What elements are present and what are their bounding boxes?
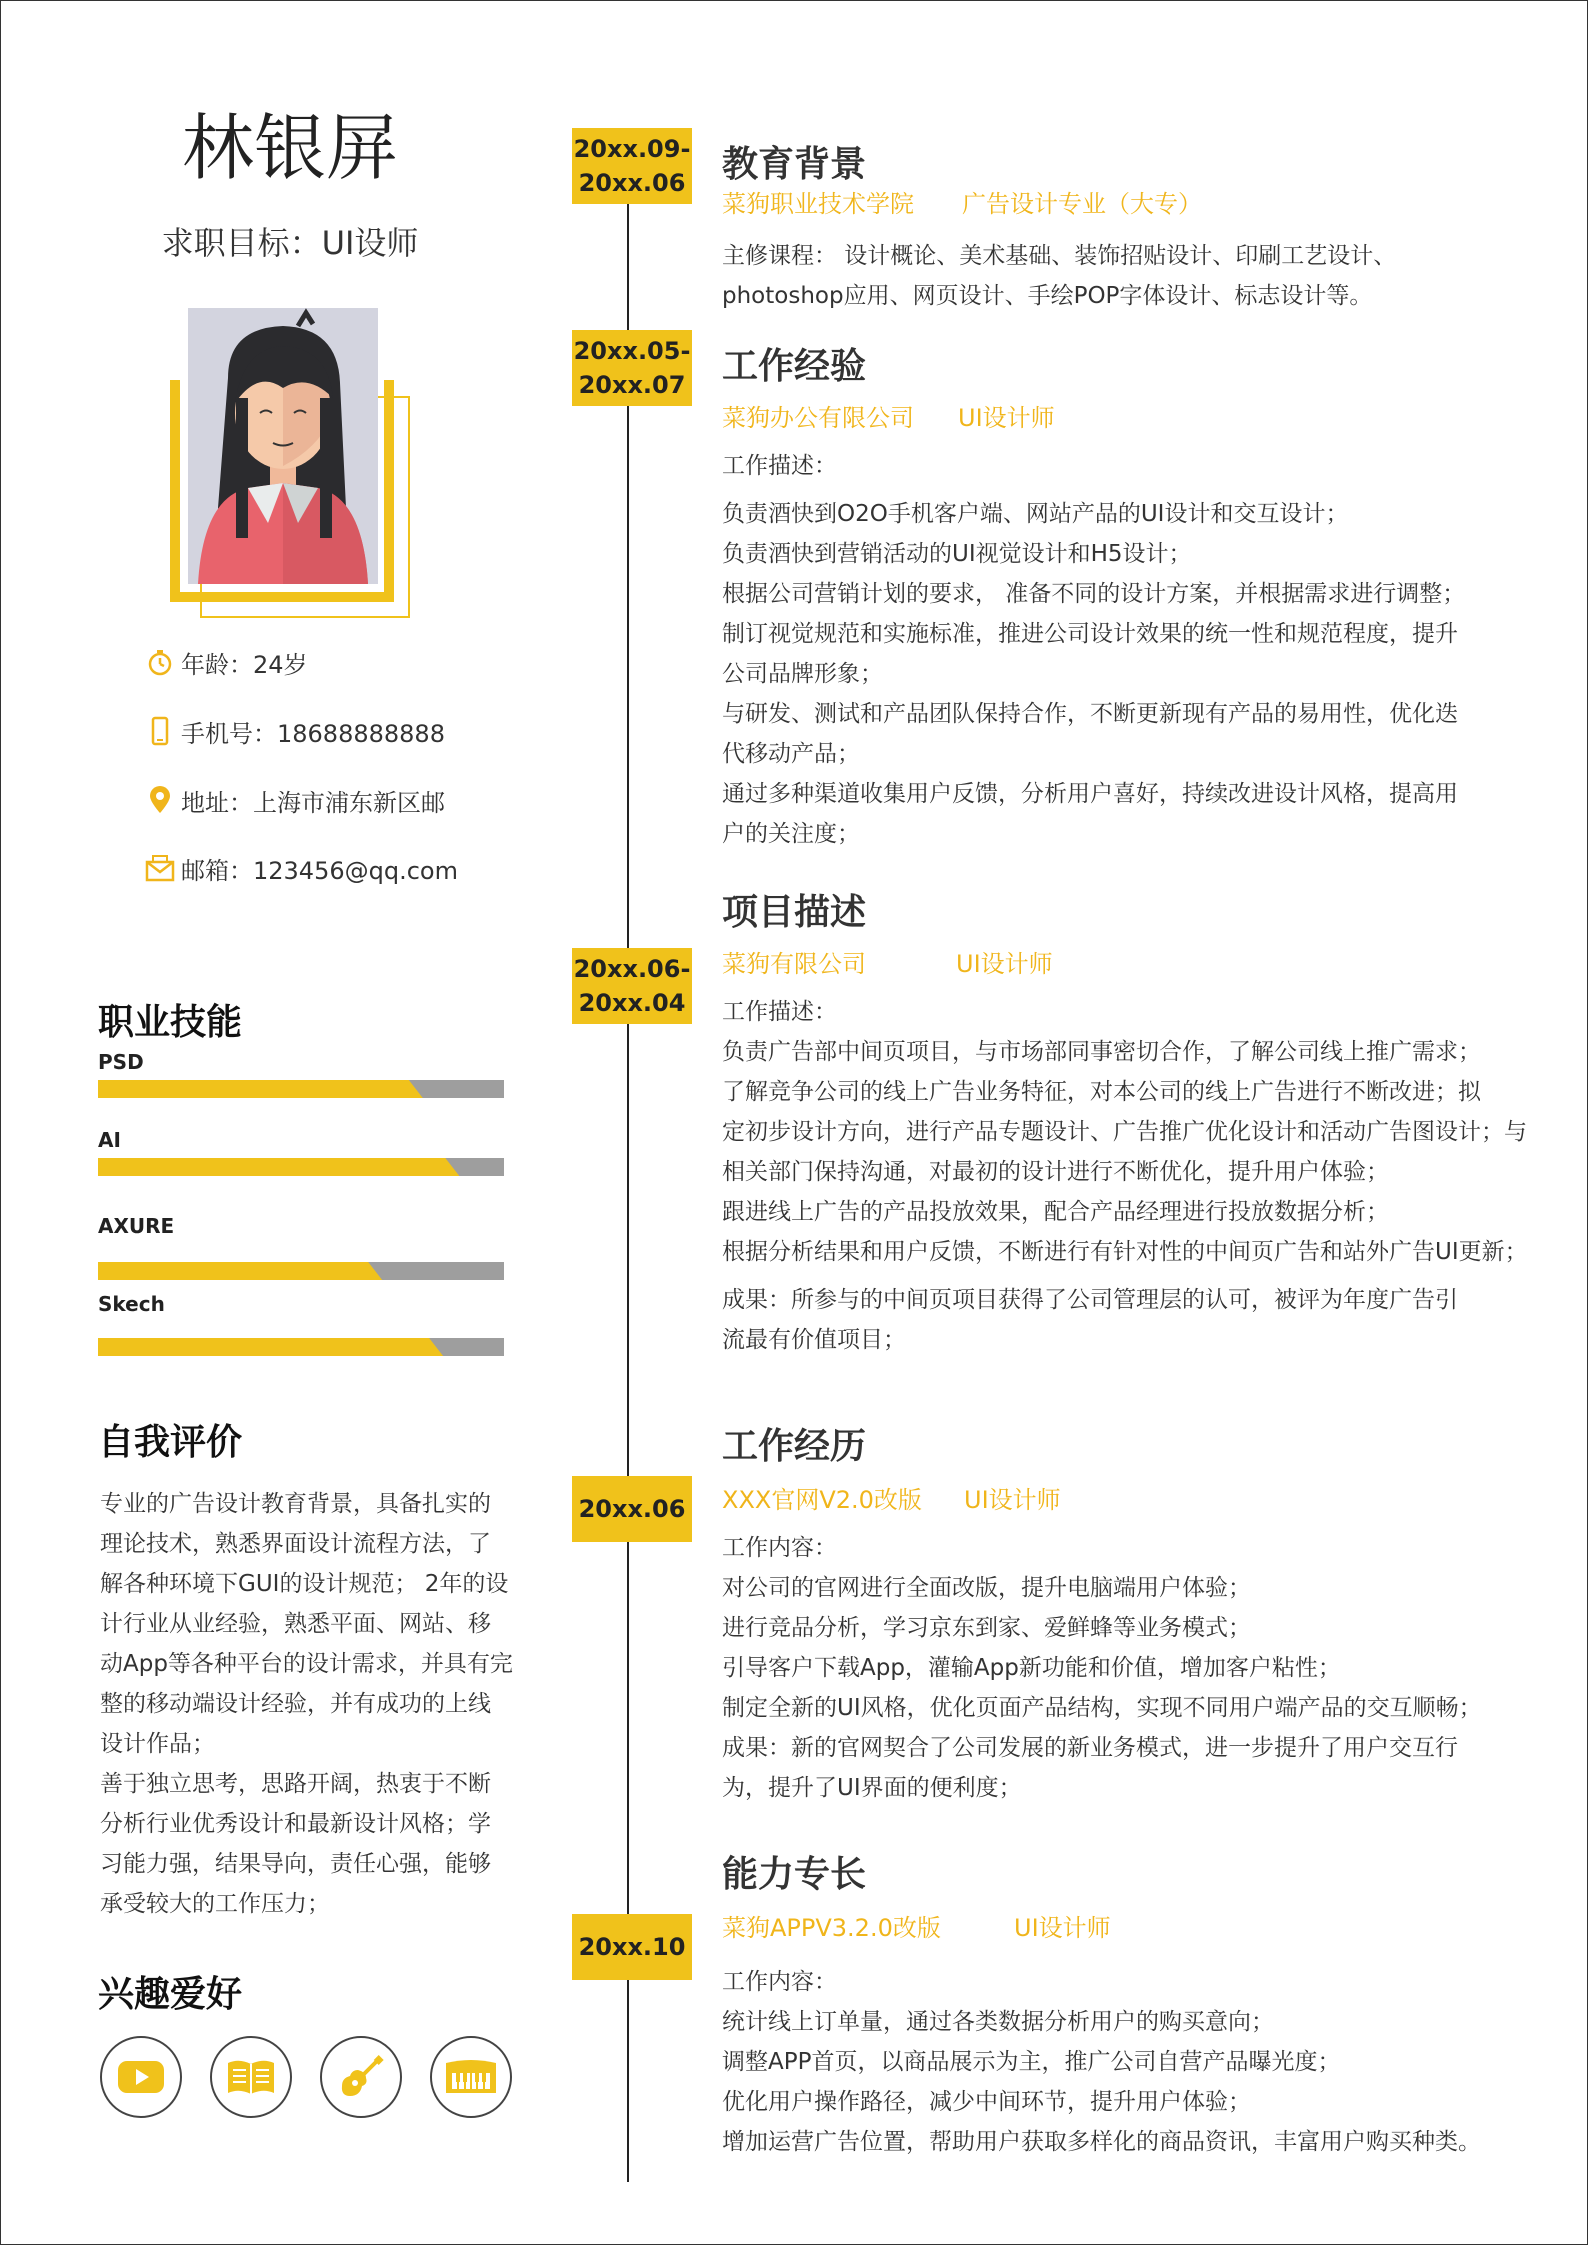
history-body — [722, 1528, 1522, 1808]
address-row — [145, 780, 445, 820]
self-eval-title: 自我评价 — [98, 1422, 243, 1463]
education-subtitle — [722, 184, 1202, 219]
book-icon — [210, 2036, 292, 2118]
history-line: 对公司的官网进行全面改版，提升电脑端用户体验； — [722, 1575, 1251, 1601]
project-line: 了解竞争公司的线上广告业务特征，对本公司的线上广告进行不断改进；拟 — [722, 1079, 1481, 1105]
self-eval-line: 善于独立思考，思路开阔，热衷于不断 — [100, 1771, 491, 1797]
self-eval-line: 习能力强，结果导向，责任心强，能够 — [100, 1851, 491, 1877]
skill-bar-fill — [98, 1262, 382, 1280]
self-eval-line: 分析行业优秀设计和最新设计风格；学 — [100, 1811, 491, 1837]
skill-bar — [98, 1080, 504, 1098]
ability-line: 优化用户操作路径，减少中间环节，提升用户体验； — [722, 2089, 1251, 2115]
phone-text: 手机号：18688888888 — [181, 719, 445, 748]
result-line: 成果：所参与的中间页项目获得了公司管理层的认可，被评为年度广告引 — [722, 1287, 1458, 1313]
self-eval-line: 动App等各种平台的设计需求，并具有完 — [100, 1651, 513, 1677]
project-line: 定初步设计方向，进行产品专题设计、广告推广优化设计和活动广告图设计；与 — [722, 1119, 1527, 1145]
history-line: 制定全新的UI风格，优化页面产品结构，实现不同用户端产品的交互顺畅； — [722, 1695, 1482, 1721]
ability-date-badge — [572, 1914, 692, 1980]
work-title: 工作经验 — [722, 346, 867, 387]
guitar-icon — [320, 2036, 402, 2118]
role-name: UI设计师 — [1014, 1914, 1111, 1942]
role-name: UI设计师 — [958, 404, 1055, 432]
work-body — [722, 446, 1522, 854]
email-row — [145, 848, 458, 888]
ability-line: 增加运营广告位置，帮助用户获取多样化的商品资讯，丰富用户购买种类。 — [722, 2129, 1481, 2155]
project-line: 跟进线上广告的产品投放效果，配合产品经理进行投放数据分析； — [722, 1199, 1389, 1225]
self-eval-line: 理论技术，熟悉界面设计流程方法，了 — [100, 1531, 491, 1557]
education-date-badge — [572, 128, 692, 204]
timeline-line — [627, 142, 629, 2182]
age-row — [145, 642, 308, 682]
desc-label: 工作内容： — [722, 1535, 837, 1561]
skill-bar — [98, 1262, 504, 1280]
company-name: 菜狗有限公司 — [722, 950, 866, 978]
company-name: 菜狗办公有限公司 — [722, 404, 914, 432]
date-single: 20xx.10 — [578, 1933, 686, 1961]
date-end: 20xx.04 — [578, 989, 686, 1017]
date-start: 20xx.06- — [573, 955, 691, 983]
work-subtitle — [722, 398, 1055, 433]
work-line: 公司品牌形象； — [722, 661, 883, 687]
work-date-badge — [572, 330, 692, 406]
project-body — [722, 992, 1528, 1360]
ability-line: 调整APP首页，以商品展示为主，推广公司自营产品曝光度； — [722, 2049, 1341, 2075]
work-line: 负责酒快到O2O手机客户端、网站产品的UI设计和交互设计； — [722, 501, 1349, 527]
avatar — [188, 308, 378, 584]
skills-title: 职业技能 — [98, 1002, 243, 1043]
ability-title: 能力专长 — [722, 1854, 867, 1895]
mail-icon — [145, 853, 175, 883]
skill-name: PSD — [98, 1050, 144, 1074]
skill-name: Skech — [98, 1292, 165, 1316]
ability-subtitle — [722, 1908, 1111, 1943]
job-objective: 求职目标：UI设师 — [161, 224, 419, 262]
history-line: 为，提升了UI界面的便利度； — [722, 1775, 1022, 1801]
role-name: UI设计师 — [956, 950, 1053, 978]
history-title: 工作经历 — [722, 1426, 867, 1467]
history-subtitle — [722, 1480, 1061, 1515]
self-eval-line: 专业的广告设计教育背景，具备扎实的 — [100, 1491, 491, 1517]
date-start: 20xx.09- — [573, 135, 691, 163]
course-line: 主修课程： 设计概论、美术基础、装饰招贴设计、印刷工艺设计、 — [722, 243, 1397, 269]
work-line: 负责酒快到营销活动的UI视觉设计和H5设计； — [722, 541, 1192, 567]
location-pin-icon — [145, 785, 175, 815]
date-single: 20xx.06 — [578, 1495, 686, 1523]
work-line: 根据公司营销计划的要求， 准备不同的设计方案，并根据需求进行调整； — [722, 581, 1466, 607]
self-eval-line: 承受较大的工作压力； — [100, 1891, 330, 1917]
role-name: UI设计师 — [964, 1486, 1061, 1514]
project-line: 根据分析结果和用户反馈，不断进行有针对性的中间页广告和站外广告UI更新； — [722, 1239, 1528, 1265]
skill-bar-fill — [98, 1080, 423, 1098]
desc-label: 工作描述： — [722, 453, 837, 479]
phone-row — [145, 711, 445, 751]
date-end: 20xx.06 — [578, 169, 686, 197]
education-title: 教育背景 — [722, 144, 867, 185]
history-date-badge — [572, 1476, 692, 1542]
ability-line: 统计线上订单量，通过各类数据分析用户的购买意向； — [722, 2009, 1274, 2035]
stopwatch-icon — [145, 647, 175, 677]
email-text: 邮箱：123456@qq.com — [181, 856, 458, 885]
history-line: 进行竞品分析，学习京东到家、爱鲜蜂等业务模式； — [722, 1615, 1251, 1641]
result-line: 流最有价值项目； — [722, 1327, 906, 1353]
work-line: 代移动产品； — [722, 741, 860, 767]
phone-icon — [145, 716, 175, 746]
school-name: 菜狗职业技术学院 — [722, 190, 914, 218]
work-line: 与研发、测试和产品团队保持合作，不断更新现有产品的易用性，优化迭 — [722, 701, 1458, 727]
candidate-name: 林银屏 — [181, 106, 398, 190]
self-eval-line: 计行业从业经验，熟悉平面、网站、移 — [100, 1611, 491, 1637]
company-name: 菜狗APPV3.2.0改版 — [722, 1914, 941, 1942]
project-subtitle — [722, 944, 1053, 979]
skill-name: AXURE — [98, 1214, 175, 1238]
skill-bar-fill — [98, 1338, 443, 1356]
ability-body — [722, 1962, 1522, 2162]
skill-name: AI — [98, 1128, 121, 1152]
video-play-icon — [100, 2036, 182, 2118]
project-line: 负责广告部中间页项目，与市场部同事密切合作，了解公司线上推广需求； — [722, 1039, 1481, 1065]
project-title: 项目描述 — [722, 892, 867, 933]
work-line: 通过多种渠道收集用户反馈，分析用户喜好，持续改进设计风格，提高用 — [722, 781, 1458, 807]
piano-icon — [430, 2036, 512, 2118]
project-date-badge — [572, 948, 692, 1024]
skill-bar-fill — [98, 1158, 459, 1176]
hobbies-title: 兴趣爱好 — [98, 1974, 243, 2015]
profile-photo-frame — [170, 300, 410, 620]
desc-label: 工作内容： — [722, 1969, 837, 1995]
skill-bar — [98, 1338, 504, 1356]
age-text: 年龄：24岁 — [181, 650, 308, 679]
self-eval-line: 整的移动端设计经验，并有成功的上线 — [100, 1691, 491, 1717]
major-name: 广告设计专业（大专） — [962, 190, 1202, 218]
work-line: 户的关注度； — [722, 821, 860, 847]
self-eval-line: 解各种环境下GUI的设计规范； 2年的设 — [100, 1571, 509, 1597]
self-eval-line: 设计作品； — [100, 1731, 215, 1757]
address-text: 地址：上海市浦东新区邮 — [181, 788, 445, 817]
date-end: 20xx.07 — [578, 371, 686, 399]
project-line: 相关部门保持沟通，对最初的设计进行不断优化，提升用户体验； — [722, 1159, 1389, 1185]
work-line: 制订视觉规范和实施标准，推进公司设计效果的统一性和规范程度，提升 — [722, 621, 1458, 647]
company-name: XXX官网V2.0改版 — [722, 1486, 922, 1514]
history-line: 成果：新的官网契合了公司发展的新业务模式，进一步提升了用户交互行 — [722, 1735, 1458, 1761]
course-line: photoshop应用、网页设计、手绘POP字体设计、标志设计等。 — [722, 283, 1373, 309]
skill-bar — [98, 1158, 504, 1176]
self-eval-text — [100, 1484, 540, 1924]
desc-label: 工作描述： — [722, 999, 837, 1025]
history-line: 引导客户下载App，灌输App新功能和价值，增加客户粘性； — [722, 1655, 1341, 1681]
education-body — [722, 236, 1522, 316]
date-start: 20xx.05- — [573, 337, 691, 365]
